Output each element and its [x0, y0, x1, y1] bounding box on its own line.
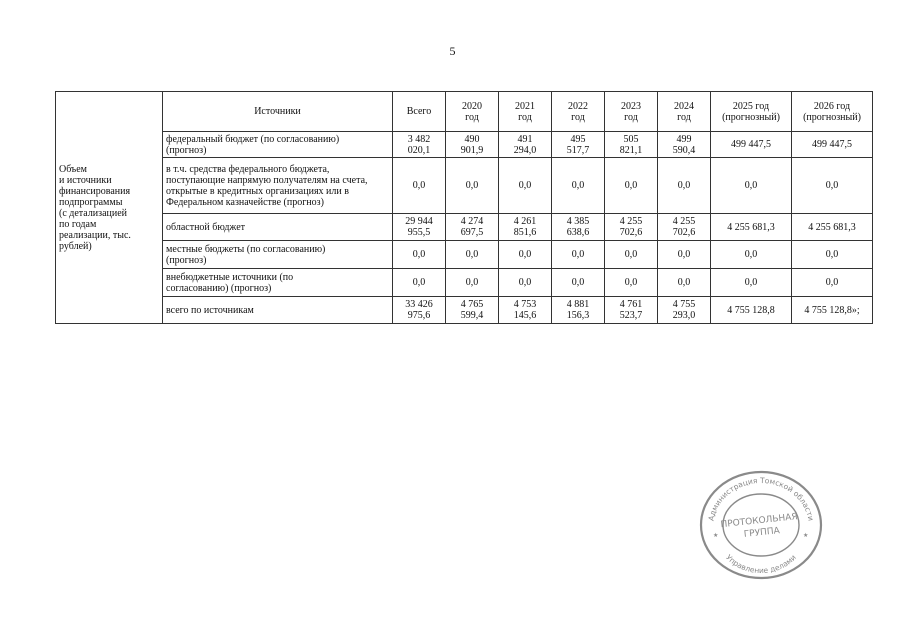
- cell-value: 4 385 638,6: [552, 214, 605, 241]
- financing-table: [55, 91, 873, 324]
- cell-value: 0,0: [792, 269, 873, 297]
- cell-value: 0,0: [605, 269, 658, 297]
- funding-volume-label: Объем и источники финансирования подпрограммы (с детализацией по годам реализации, тыс. рублей): [56, 92, 163, 324]
- cell-value: 0,0: [552, 269, 605, 297]
- row-source-total: всего по источникам: [163, 297, 393, 324]
- cell-value: 499 447,5: [711, 132, 792, 158]
- cell-value: 0,0: [711, 269, 792, 297]
- cell-value: 495 517,7: [552, 132, 605, 158]
- cell-value: 0,0: [658, 269, 711, 297]
- header-year-2024: 2024 год: [658, 92, 711, 132]
- page-number: 5: [449, 44, 456, 58]
- cell-value: 4 261 851,6: [499, 214, 552, 241]
- cell-value: 29 944 955,5: [393, 214, 446, 241]
- cell-value: 0,0: [393, 158, 446, 214]
- cell-value: 4 255 681,3: [711, 214, 792, 241]
- row-source-federal: федеральный бюджет (по согласованию) (прогноз): [163, 132, 393, 158]
- cell-value: 0,0: [446, 158, 499, 214]
- table-row: [56, 241, 873, 269]
- header-sources: Источники: [163, 92, 393, 132]
- cell-value: 0,0: [499, 269, 552, 297]
- header-year-2023: 2023 год: [605, 92, 658, 132]
- cell-value: 499 447,5: [792, 132, 873, 158]
- cell-value: 490 901,9: [446, 132, 499, 158]
- cell-value: 4 753 145,6: [499, 297, 552, 324]
- cell-value: 4 761 523,7: [605, 297, 658, 324]
- header-year-2021: 2021 год: [499, 92, 552, 132]
- cell-value: 4 755 293,0: [658, 297, 711, 324]
- cell-value: 499 590,4: [658, 132, 711, 158]
- cell-value: 0,0: [446, 241, 499, 269]
- cell-value: 4 274 697,5: [446, 214, 499, 241]
- cell-value: 4 755 128,8»;: [792, 297, 873, 324]
- header-year-2025: 2025 год (прогнозный): [711, 92, 792, 132]
- row-source-extrabudgetary: внебюджетные источники (по согласованию) (прогноз): [163, 269, 393, 297]
- table-body: [56, 92, 873, 324]
- stamp-outer-text-bottom: Управление делами: [724, 552, 798, 576]
- cell-value: 3 482 020,1: [393, 132, 446, 158]
- cell-value: 4 255 702,6: [658, 214, 711, 241]
- cell-value: 0,0: [658, 158, 711, 214]
- header-total: Всего: [393, 92, 446, 132]
- cell-value: 4 255 702,6: [605, 214, 658, 241]
- cell-value: 4 881 156,3: [552, 297, 605, 324]
- cell-value: 0,0: [499, 158, 552, 214]
- cell-value: 33 426 975,6: [393, 297, 446, 324]
- table-row: [56, 158, 873, 214]
- row-source-local: местные бюджеты (по согласованию) (прогноз): [163, 241, 393, 269]
- cell-value: 505 821,1: [605, 132, 658, 158]
- cell-value: 0,0: [658, 241, 711, 269]
- cell-value: 0,0: [552, 241, 605, 269]
- cell-value: 0,0: [711, 241, 792, 269]
- row-source-regional: областной бюджет: [163, 214, 393, 241]
- cell-value: 0,0: [499, 241, 552, 269]
- stamp-center-text: ПРОТОКОЛЬНАЯ ГРУППА: [720, 512, 799, 540]
- header-year-2020: 2020 год: [446, 92, 499, 132]
- table-row: [56, 269, 873, 297]
- cell-value: 0,0: [605, 241, 658, 269]
- stamp-outer-text-top: Администрация Томской области: [706, 475, 816, 522]
- cell-value: 491 294,0: [499, 132, 552, 158]
- cell-value: 0,0: [552, 158, 605, 214]
- stamp-star-right-icon: ★: [803, 533, 809, 539]
- cell-value: 4 765 599,4: [446, 297, 499, 324]
- stamp-star-left-icon: ★: [713, 533, 719, 539]
- cell-value: 4 755 128,8: [711, 297, 792, 324]
- header-year-2026: 2026 год (прогнозный): [792, 92, 873, 132]
- cell-value: 0,0: [711, 158, 792, 214]
- cell-value: 0,0: [393, 269, 446, 297]
- protocol-group-stamp: [697, 469, 825, 581]
- cell-value: 4 255 681,3: [792, 214, 873, 241]
- cell-value: 0,0: [792, 158, 873, 214]
- table-row: [56, 132, 873, 158]
- table-row: [56, 214, 873, 241]
- table-row: [56, 297, 873, 324]
- row-source-federal-direct: в т.ч. средства федерального бюджета, поступающие напрямую получателям на счета, открытые в кредитных организациях или в Федеральном казначействе (прогноз): [163, 158, 393, 214]
- header-year-2022: 2022 год: [552, 92, 605, 132]
- cell-value: 0,0: [792, 241, 873, 269]
- header-row: [56, 92, 873, 132]
- cell-value: 0,0: [446, 269, 499, 297]
- cell-value: 0,0: [393, 241, 446, 269]
- cell-value: 0,0: [605, 158, 658, 214]
